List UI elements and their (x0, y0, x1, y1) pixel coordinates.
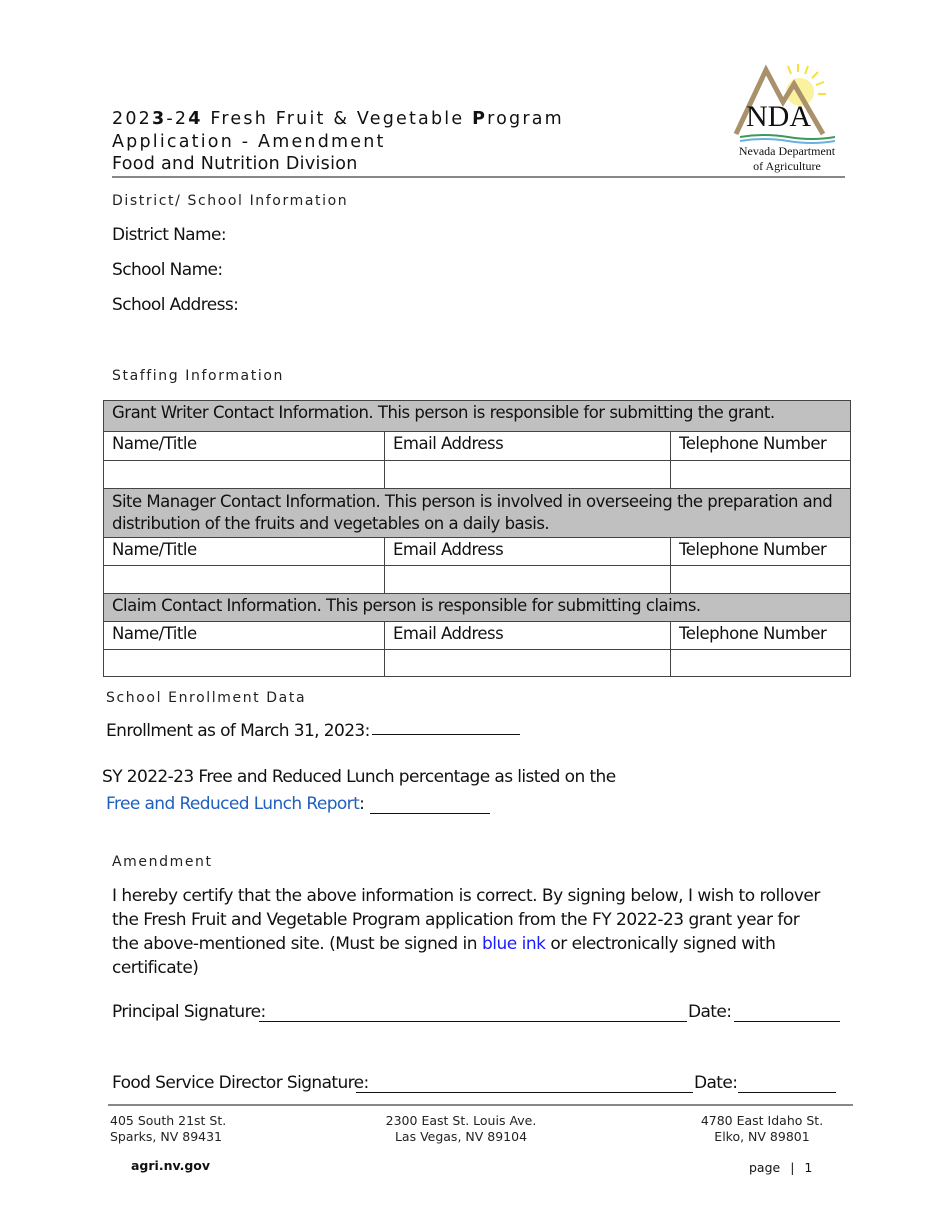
email-label: Email Address (385, 432, 671, 461)
frl-link-line (106, 794, 364, 814)
site-manager-header: Site Manager Contact Information. This person is involved in overseeing the preparation and distribution of the fruits and vegetables on a daily basis. (104, 489, 851, 538)
enrollment-input-line[interactable] (372, 734, 520, 735)
staffing-table (103, 400, 851, 677)
date-label: Date: (688, 1002, 732, 1022)
logo-text: NDA (746, 100, 811, 133)
grant-writer-header: Grant Writer Contact Information. This person is responsible for submitting the grant. (104, 401, 851, 432)
water-wave-icon (740, 134, 835, 144)
section-heading: School Enrollment Data (106, 690, 307, 706)
division-name: Food and Nutrition Division (112, 154, 358, 174)
title-part: -2 (166, 109, 189, 129)
title-part: 202 (112, 109, 153, 129)
address-line: 2300 East St. Louis Ave. (385, 1113, 537, 1128)
website-link[interactable]: agri.nv.gov (131, 1158, 211, 1173)
document-title (112, 108, 564, 130)
page-number (749, 1160, 812, 1175)
page-number-value: 1 (804, 1160, 813, 1175)
phone-label: Telephone Number (671, 432, 851, 461)
address-elko (682, 1113, 842, 1145)
logo-caption: Nevada Department (738, 144, 836, 158)
name-title-label: Name/Title (104, 432, 385, 461)
frl-label: SY 2022-23 Free and Reduced Lunch percentage as listed on the (102, 767, 616, 787)
address-line: Las Vegas, NV 89104 (394, 1129, 528, 1144)
title-part: 4 (188, 109, 203, 129)
frl-input-line[interactable] (370, 813, 490, 814)
cert-text: I hereby certify that the above information is correct. By signing below, I wish to rollover the Fresh Fruit and Vegetable Program application from the FY 2022-23 grant year for the above-mentioned site. (Must be signed in (112, 886, 820, 954)
claim-phone-field[interactable] (671, 650, 851, 677)
fsd-date-line[interactable] (738, 1092, 836, 1093)
frl-report-link[interactable]: Free and Reduced Lunch Report (106, 794, 360, 814)
district-name-label: District Name: (112, 225, 226, 245)
certification-text (112, 884, 830, 980)
site-manager-phone-field[interactable] (671, 566, 851, 594)
enrollment-label: Enrollment as of March 31, 2023: (106, 721, 370, 741)
address-line: Sparks, NV 89431 (110, 1129, 223, 1144)
nda-logo (728, 62, 843, 174)
address-line: Elko, NV 89801 (714, 1129, 810, 1144)
header-divider (112, 176, 845, 178)
title-part: P (472, 109, 488, 129)
colon: : (359, 794, 365, 814)
date-label: Date: (694, 1073, 738, 1093)
fsd-signature-label: Food Service Director Signature: (112, 1073, 369, 1093)
principal-signature-line[interactable] (259, 1021, 687, 1022)
address-line: 4780 East Idaho St. (700, 1113, 824, 1128)
grant-writer-phone-field[interactable] (671, 461, 851, 489)
phone-label: Telephone Number (671, 622, 851, 650)
principal-date-line[interactable] (734, 1021, 840, 1022)
section-heading: Amendment (112, 854, 213, 870)
principal-signature-label: Principal Signature: (112, 1002, 266, 1022)
title-part: rogram (487, 109, 564, 129)
phone-label: Telephone Number (671, 538, 851, 566)
page-label: page (749, 1160, 781, 1175)
address-las-vegas (361, 1113, 561, 1145)
school-name-label: School Name: (112, 260, 223, 280)
address-line: 405 South 21st St. (110, 1113, 227, 1128)
title-part: Fresh Fruit & Vegetable (202, 109, 473, 129)
claim-contact-header: Claim Contact Information. This person is responsible for submitting claims. (104, 594, 851, 622)
name-title-label: Name/Title (104, 538, 385, 566)
site-manager-name-field[interactable] (104, 566, 385, 594)
email-label: Email Address (385, 622, 671, 650)
fsd-signature-line[interactable] (356, 1092, 693, 1093)
logo-caption: of Agriculture (753, 159, 821, 173)
title-part: 3 (152, 109, 167, 129)
claim-name-field[interactable] (104, 650, 385, 677)
claim-email-field[interactable] (385, 650, 671, 677)
section-heading: District/ School Information (112, 193, 349, 209)
grant-writer-email-field[interactable] (385, 461, 671, 489)
school-address-label: School Address: (112, 295, 239, 315)
address-sparks (110, 1113, 226, 1145)
document-subtitle: Application - Amendment (112, 132, 386, 152)
page-separator: | (790, 1160, 795, 1175)
blue-ink-text: blue ink (481, 934, 546, 954)
email-label: Email Address (385, 538, 671, 566)
site-manager-email-field[interactable] (385, 566, 671, 594)
cert-text: or electronically signed with certificate) (112, 934, 776, 978)
name-title-label: Name/Title (104, 622, 385, 650)
footer-divider (108, 1104, 853, 1106)
grant-writer-name-field[interactable] (104, 461, 385, 489)
section-heading: Staffing Information (112, 368, 284, 384)
